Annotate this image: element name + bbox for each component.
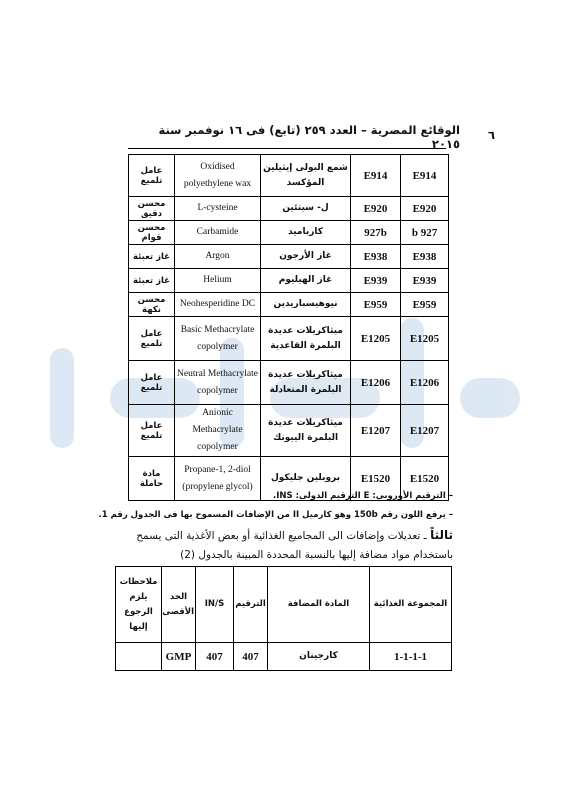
- cell-arabic-name: ميثاكريلات عديدة البلمرة المتعادلة: [261, 361, 351, 405]
- header-notes: ملاحظات يلزم الرجوع إليها: [116, 567, 162, 643]
- cell-e-number: E1206: [351, 361, 401, 405]
- cell-arabic-name: بروبلين جليكول: [261, 457, 351, 501]
- table-row: [129, 269, 449, 293]
- cell-additive: كارجينان: [268, 643, 370, 671]
- cell-ins-code: E920: [401, 197, 449, 221]
- cell-arabic-name: ميثاكريلات عديدة البلمرة الييونك: [261, 405, 351, 457]
- cell-numbering: 407: [234, 643, 268, 671]
- section-3-line-1: [136, 528, 453, 542]
- cell-ins: 407: [196, 643, 234, 671]
- cell-e-number: E920: [351, 197, 401, 221]
- cell-function: محسن دقيق: [129, 197, 175, 221]
- header-ins: IN/S: [196, 567, 234, 643]
- cell-function: محسن قوام: [129, 221, 175, 245]
- table-row: [129, 293, 449, 317]
- cell-arabic-name: ل- سيتئين: [261, 197, 351, 221]
- cell-english-name: Propane-1, 2-diol (propylene glycol): [175, 457, 261, 501]
- cell-food-group: 1-1-1-1: [370, 643, 452, 671]
- table-row: [129, 405, 449, 457]
- page-header: [130, 123, 495, 151]
- cell-arabic-name: شمع البولى إيثيلين المؤكسد: [261, 155, 351, 197]
- cell-e-number: E938: [351, 245, 401, 269]
- cell-english-name: Neutral Methacrylate copolymer: [175, 361, 261, 405]
- cell-english-name: Carbamide: [175, 221, 261, 245]
- table-row: [129, 317, 449, 361]
- cell-ins-code: E914: [401, 155, 449, 197]
- cell-e-number: E939: [351, 269, 401, 293]
- cell-arabic-name: غاز الأرجون: [261, 245, 351, 269]
- cell-arabic-name: نيوهيسباريدين: [261, 293, 351, 317]
- section-3-label: ثالثاً: [430, 528, 453, 542]
- note-line-2: – يرفع اللون رقم 150b وهو كارميل II من الإضافات المسموح بها فى الجدول رقم 1.: [98, 510, 453, 520]
- header-additive: المادة المضافة: [268, 567, 370, 643]
- section-3-line-2: باستخدام مواد مضافة إليها بالنسبة المحددة المبينة بالجدول (2): [180, 549, 453, 561]
- cell-arabic-name: غاز الهيليوم: [261, 269, 351, 293]
- cell-arabic-name: كارباميد: [261, 221, 351, 245]
- table-row: [129, 221, 449, 245]
- cell-notes: [116, 643, 162, 671]
- table-row: [129, 245, 449, 269]
- cell-function: عامل تلميع: [129, 317, 175, 361]
- cell-english-name: L-cysteine: [175, 197, 261, 221]
- cell-ins-code: E1205: [401, 317, 449, 361]
- cell-function: عامل تلميع: [129, 155, 175, 197]
- cell-e-number: E959: [351, 293, 401, 317]
- additives-table: [128, 154, 449, 501]
- cell-ins-code: E1206: [401, 361, 449, 405]
- cell-ins-code: 927 b: [401, 221, 449, 245]
- note-line-1: – الترقيم الأوروبى: E الترقيم الدولى: INS.: [273, 491, 453, 501]
- table2-header-row: [116, 567, 452, 643]
- cell-max-limit: GMP: [162, 643, 196, 671]
- header-rule: [128, 148, 446, 149]
- cell-english-name: Oxidised polyethylene wax: [175, 155, 261, 197]
- cell-english-name: Neohesperidine DC: [175, 293, 261, 317]
- cell-function: غاز تعبئة: [129, 269, 175, 293]
- cell-ins-code: E938: [401, 245, 449, 269]
- cell-ins-code: E959: [401, 293, 449, 317]
- page-header-title: الوقائع المصرية – العدد ٢٥٩ (تابع) فى ١٦ نوفمبر سنة ٢٠١٥: [158, 123, 460, 151]
- cell-english-name: Argon: [175, 245, 261, 269]
- section-3-text: ـ تعديلات وإضافات الى المجاميع الغذائية أو بعض الأغذية التى يسمح: [136, 530, 431, 542]
- cell-ins-code: E1207: [401, 405, 449, 457]
- cell-english-name: Basic Methacrylate copolymer: [175, 317, 261, 361]
- cell-e-number: E1205: [351, 317, 401, 361]
- cell-ins-code: E939: [401, 269, 449, 293]
- cell-function: غاز تعبئة: [129, 245, 175, 269]
- table2-row: [116, 643, 452, 671]
- cell-e-number: 927b: [351, 221, 401, 245]
- table-row: [129, 361, 449, 405]
- cell-english-name: Anionic Methacrylate copolymer: [175, 405, 261, 457]
- cell-arabic-name: ميثاكريلات عديدة البلمرة القاعدية: [261, 317, 351, 361]
- cell-e-number: E1207: [351, 405, 401, 457]
- cell-function: عامل تلميع: [129, 361, 175, 405]
- cell-english-name: Helium: [175, 269, 261, 293]
- cell-function: مادة حاملة: [129, 457, 175, 501]
- cell-ins-code: E1520: [401, 457, 449, 501]
- food-group-table: [115, 566, 452, 671]
- cell-function: عامل تلميع: [129, 405, 175, 457]
- cell-function: محسن نكهة: [129, 293, 175, 317]
- table-row: [129, 155, 449, 197]
- cell-e-number: E1520: [351, 457, 401, 501]
- header-numbering: الترقيم: [234, 567, 268, 643]
- header-max-limit: الحد الأقصى: [162, 567, 196, 643]
- page-number: ٦: [487, 128, 495, 142]
- table-row: [129, 197, 449, 221]
- header-food-group: المجموعة الغذائية: [370, 567, 452, 643]
- cell-e-number: E914: [351, 155, 401, 197]
